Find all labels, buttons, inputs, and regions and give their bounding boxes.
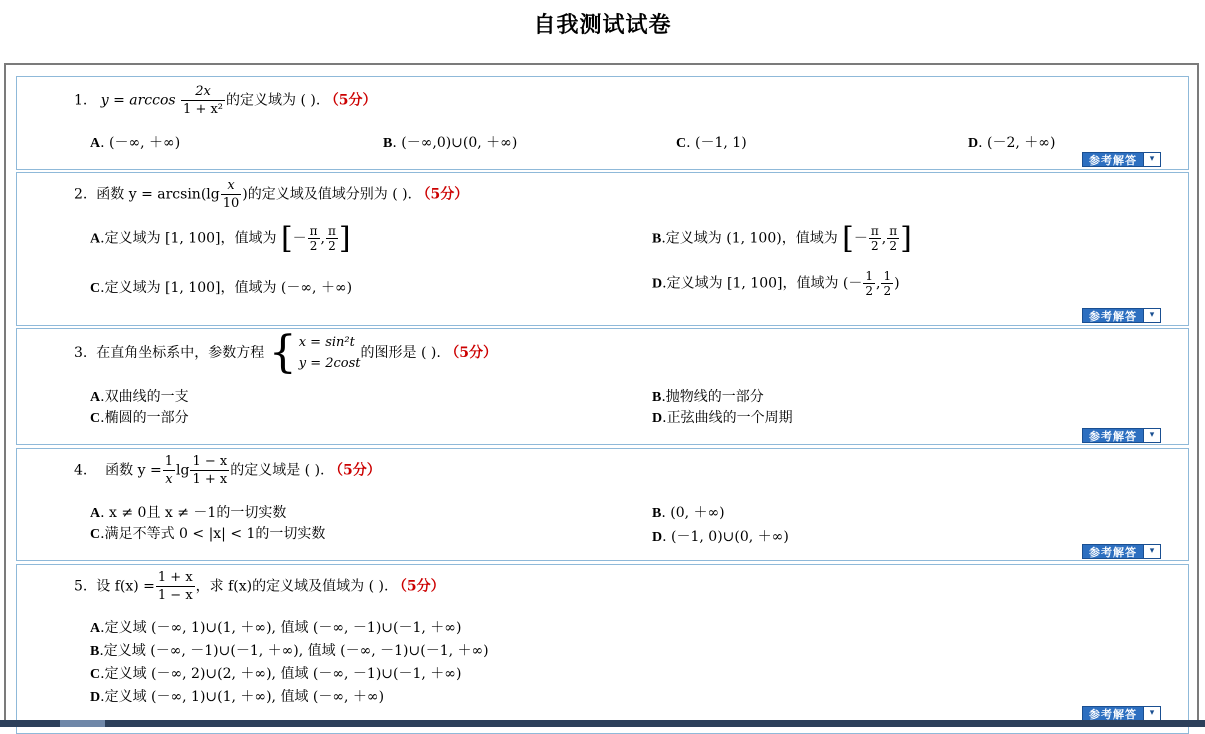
question-number: 5. (74, 578, 88, 595)
equation-row: x = sin²t (298, 335, 355, 350)
chevron-down-icon: ▾ (1143, 429, 1160, 442)
option-a: A.定义域 (－∞, 1)∪(1, ＋∞), 值域 (－∞, －1)∪(－1, ＋∞) (90, 620, 462, 636)
option-b: B.定义域 (－∞, －1)∪(－1, ＋∞), 值域 (－∞, －1)∪(－1, ＋∞) (90, 643, 489, 659)
reference-answer-label: 参考解答 (1089, 153, 1137, 167)
option-a: A.定义域为 [1, 100]，值域为 [－ $\frac{\pi}{2}$ , $\frac{\pi}{2}$ ] (90, 221, 351, 256)
page-title: 自我测试试卷 (533, 12, 672, 38)
points-label: （5分） (445, 345, 497, 361)
taskbar-button[interactable] (60, 720, 105, 727)
answer-blank: ( ). (368, 578, 389, 595)
question-number: 4. (74, 462, 88, 479)
points-label: （5分） (392, 578, 445, 595)
question-3 (16, 328, 1189, 445)
reference-answer-label: 参考解答 (1089, 429, 1137, 443)
fraction (156, 569, 195, 604)
question-number: 3. (74, 345, 88, 361)
chevron-down-icon: ▾ (1143, 153, 1160, 166)
fraction-denominator: 10 (222, 196, 240, 211)
fraction (181, 83, 225, 118)
formula-text: 函数 y = arcsin(lg (96, 186, 220, 203)
question-text: 的定义域是 (230, 462, 301, 479)
option-b: B.抛物线的一部分 (652, 389, 764, 405)
reference-answer-button[interactable] (1082, 152, 1161, 167)
option-a: A. (－∞, ＋∞) (90, 135, 181, 151)
formula-text: y = arccos (100, 92, 176, 109)
question-5-stem (74, 569, 445, 604)
taskbar (0, 720, 1205, 727)
question-text: 的定义域为 (226, 92, 297, 109)
reference-answer-label: 参考解答 (1089, 309, 1137, 323)
formula-text: lg (176, 462, 190, 479)
reference-answer-button[interactable] (1082, 544, 1161, 559)
option-d: D.定义域为 [1, 100]，值域为 (－ $\frac{1}{2}$ , $\frac{1}{2}$ ) (652, 269, 900, 298)
points-label: （5分） (416, 186, 469, 203)
parametric-system: { x = sin²t y = 2cost (268, 327, 361, 378)
question-4-stem (74, 453, 381, 488)
formula-text: 函数 y = (105, 462, 162, 479)
question-1 (16, 76, 1189, 170)
question-number: 1. (74, 92, 88, 109)
question-5 (16, 564, 1189, 734)
option-c: C.椭圆的一部分 (90, 410, 189, 426)
fraction-denominator: 1 − x (157, 588, 193, 603)
question-4 (16, 448, 1189, 561)
reference-answer-button[interactable] (1082, 308, 1161, 323)
reference-answer-button[interactable] (1082, 428, 1161, 443)
answer-blank: ( ). (304, 462, 325, 479)
question-2 (16, 172, 1189, 326)
option-c: C.定义域为 [1, 100]，值域为 (－∞, ＋∞) (90, 280, 353, 296)
option-d: D. (－1, 0)∪(0, ＋∞) (652, 529, 789, 545)
answer-blank: ( ). (300, 92, 321, 109)
points-label: （5分） (328, 462, 381, 479)
question-3-stem (74, 327, 497, 378)
chevron-down-icon: ▾ (1143, 309, 1160, 322)
fraction: $\frac{1 - x}{1 + x}$ (192, 454, 228, 487)
option-b: B. (－∞,0)∪(0, ＋∞) (383, 135, 518, 151)
answer-blank: ( ). (392, 186, 413, 203)
option-d: D. (－2, ＋∞) (968, 135, 1056, 151)
option-d: D.正弦曲线的一个周期 (652, 410, 793, 426)
test-paper-panel (4, 63, 1199, 727)
reference-answer-label: 参考解答 (1089, 707, 1137, 721)
option-a: A. x ≠ 0且 x ≠ －1的一切实数 (90, 505, 287, 521)
fraction-numerator: x (221, 177, 242, 195)
option-c: C. (－1, 1) (676, 135, 747, 151)
option-b: B.定义域为 (1, 100)，值域为 [－ $\frac{\pi}{2}$ , $\frac{\pi}{2}$ ] (652, 221, 912, 256)
question-text: )的定义域及值域分别为 (242, 186, 388, 203)
question-number: 2. (74, 186, 88, 203)
formula-text: 设 f(x) = (96, 578, 155, 595)
fraction-denominator: 1 + x² (183, 102, 224, 117)
question-text: 在直角坐标系中，参数方程 (96, 345, 265, 361)
chevron-down-icon: ▾ (1143, 707, 1160, 720)
option-c: C.定义域 (－∞, 2)∪(2, ＋∞), 值域 (－∞, －1)∪(－1, ＋∞) (90, 666, 462, 682)
fraction: $\frac{1}{x}$ (164, 454, 173, 487)
option-d: D.定义域 (－∞, 1)∪(1, ＋∞), 值域 (－∞, ＋∞) (90, 689, 385, 705)
chevron-down-icon: ▾ (1143, 545, 1160, 558)
reference-answer-label: 参考解答 (1089, 545, 1137, 559)
points-label: （5分） (324, 92, 377, 109)
question-text: ，求 f(x)的定义域及值域为 (195, 578, 365, 595)
question-text: 的图形是 (360, 345, 417, 361)
option-b: B. (0, ＋∞) (652, 505, 725, 521)
question-1-stem (74, 83, 377, 118)
question-2-stem (74, 177, 468, 212)
reference-answer-button[interactable] (1082, 706, 1161, 721)
equation-row: y = 2cost (298, 356, 361, 371)
fraction (221, 177, 242, 212)
answer-blank: ( ). (420, 345, 441, 361)
fraction-numerator: 1 + x (157, 570, 193, 585)
option-a: A.双曲线的一支 (90, 389, 189, 405)
fraction-numerator: 2x (181, 83, 225, 101)
option-c: C.满足不等式 0 < |x| < 1的一切实数 (90, 526, 326, 542)
